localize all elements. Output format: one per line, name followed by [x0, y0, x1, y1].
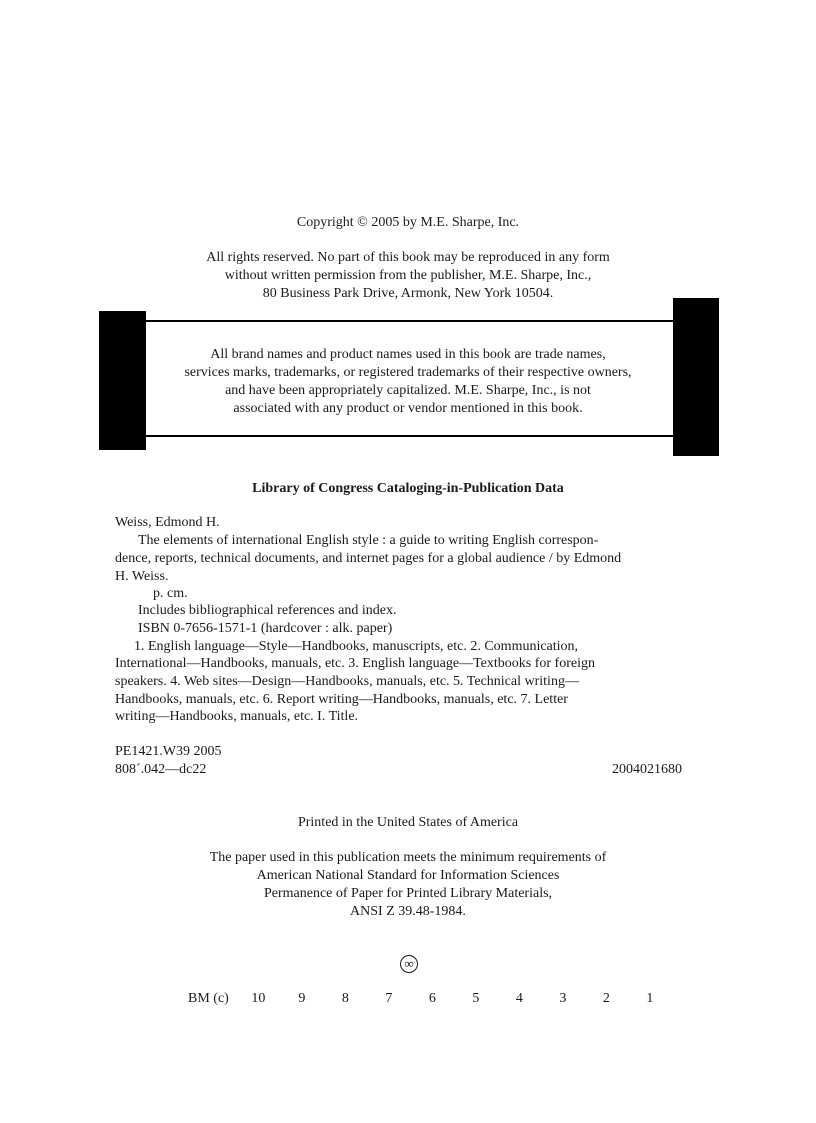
printing-number: 6: [428, 991, 436, 1006]
trademark-line-2: services marks, trademarks, or registered trademarks of their respective owners,: [184, 365, 632, 380]
cip-heading: Library of Congress Cataloging-in-Publication Data: [252, 481, 564, 496]
paper-line-3: Permanence of Paper for Printed Library Materials,: [263, 886, 553, 901]
bottom-rule: [146, 435, 673, 437]
printing-number: 1: [646, 991, 654, 1006]
printed-line: Printed in the United States of America: [297, 815, 519, 830]
cip-call-number: PE1421.W39 2005: [115, 744, 222, 759]
rights-line-2: without written permission from the publisher, M.E. Sharpe, Inc.,: [224, 268, 592, 283]
cip-subject-line-3: speakers. 4. Web sites—Design—Handbooks, manuals, etc. 5. Technical writing—: [115, 674, 579, 689]
copyright-line: Copyright © 2005 by M.E. Sharpe, Inc.: [296, 215, 520, 230]
cip-subject-line-1: 1. English language—Style—Handbooks, manuscripts, etc. 2. Communication,: [134, 639, 579, 654]
printing-number: 2: [602, 991, 610, 1006]
cip-title-line-2: dence, reports, technical documents, and internet pages for a global audience / by Edmond: [115, 551, 622, 566]
top-rule: [146, 320, 673, 322]
cip-includes: Includes bibliographical references and index.: [138, 603, 397, 618]
paper-line-1: The paper used in this publication meets the minimum requirements of: [209, 850, 607, 865]
printing-number: 7: [385, 991, 393, 1006]
printing-number: 9: [298, 991, 306, 1006]
cip-title-line-1: The elements of international English style : a guide to writing English correspon-: [138, 533, 599, 548]
printing-number: 5: [472, 991, 480, 1006]
cip-subject-line-4: Handbooks, manuals, etc. 6. Report writing—Handbooks, manuals, etc. 7. Letter: [115, 692, 568, 707]
cip-lccn: 2004021680: [612, 762, 682, 777]
cip-title-line-3: H. Weiss.: [115, 569, 169, 584]
trademark-line-1: All brand names and product names used in this book are trade names,: [210, 347, 606, 362]
trademark-line-3: and have been appropriately capitalized. M.E. Sharpe, Inc., is not: [225, 383, 591, 398]
rights-line-3: 80 Business Park Drive, Armonk, New York 10504.: [262, 286, 554, 301]
cip-isbn: ISBN 0-7656-1571-1 (hardcover : alk. paper): [138, 621, 393, 636]
cip-subject-line-2: International—Handbooks, manuals, etc. 3. English language—Textbooks for foreign: [115, 656, 595, 671]
cip-pcm: p. cm.: [153, 586, 188, 601]
printing-number: 8: [341, 991, 349, 1006]
paper-line-2: American National Standard for Information Sciences: [256, 868, 560, 883]
rights-line-1: All rights reserved. No part of this book may be reproduced in any form: [206, 250, 610, 265]
printing-number: 4: [515, 991, 523, 1006]
printing-label: BM (c): [188, 991, 229, 1006]
cip-subject-line-5: writing—Handbooks, manuals, etc. I. Title.: [115, 709, 359, 724]
cip-dewey: 808´.042—dc22: [115, 762, 207, 777]
infinity-icon: ∞: [400, 955, 418, 973]
printing-number: 10: [251, 991, 266, 1006]
trademark-line-4: associated with any product or vendor mentioned in this book.: [233, 401, 583, 416]
paper-line-4: ANSI Z 39.48-1984.: [350, 904, 466, 919]
printing-line: [188, 990, 670, 1008]
printing-number: 3: [559, 991, 567, 1006]
cip-author: Weiss, Edmond H.: [115, 515, 220, 530]
